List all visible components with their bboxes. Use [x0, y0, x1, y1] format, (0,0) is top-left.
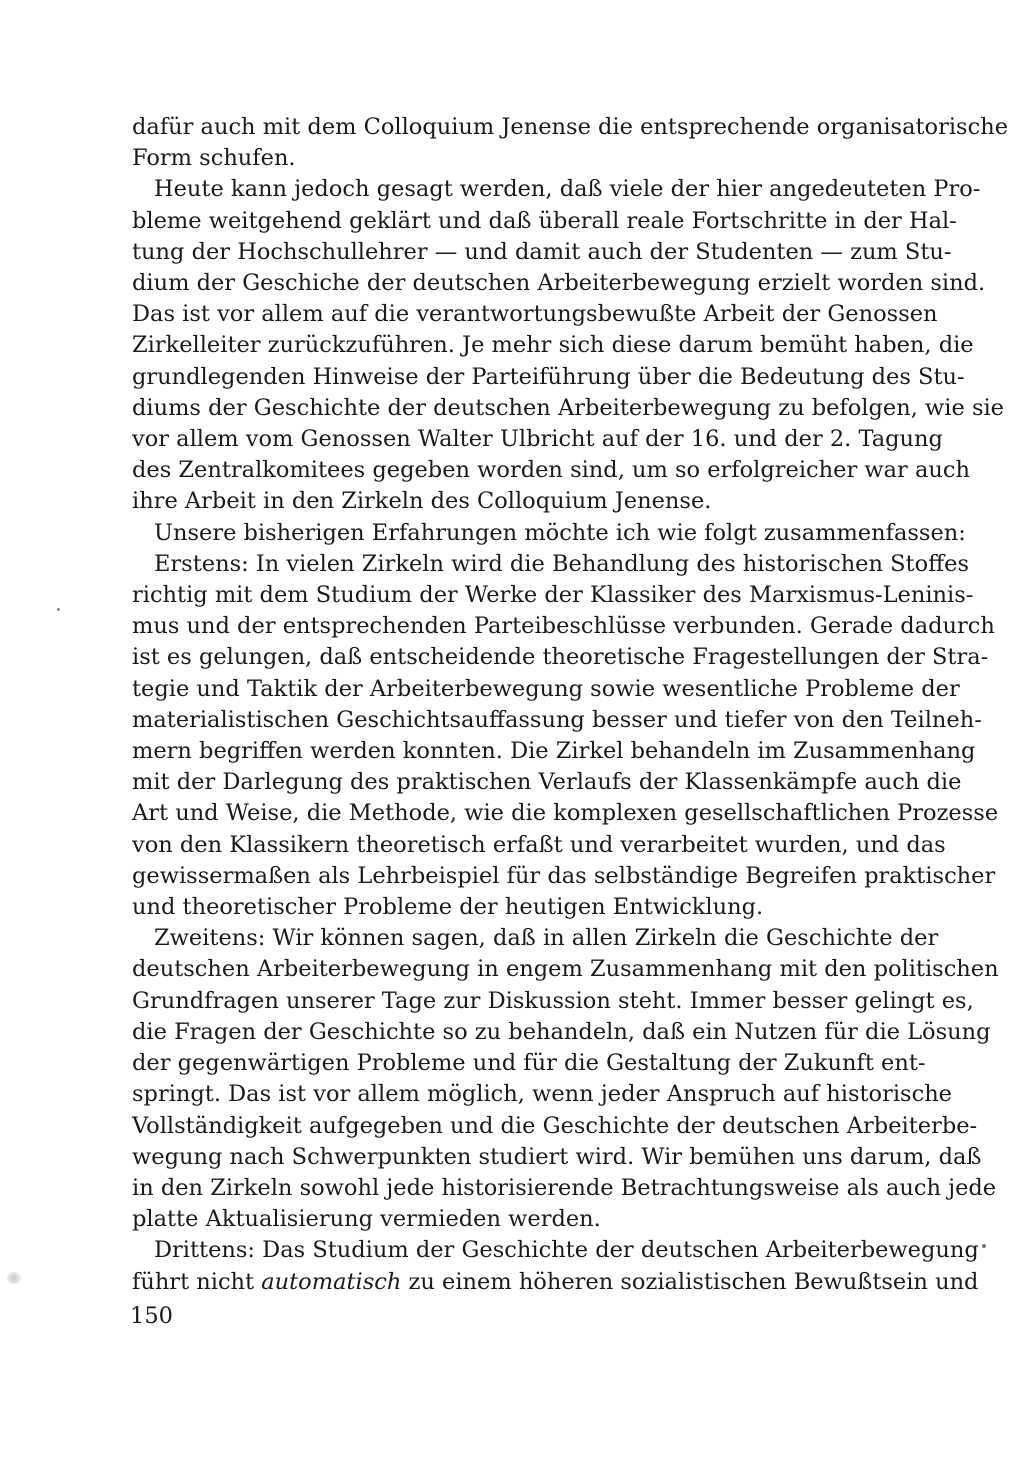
- text-line: Erstens: In vielen Zirkeln wird die Behandlung des historischen Stoffes: [154, 550, 969, 577]
- text-line: Unsere bisherigen Erfahrungen möchte ich wie folgt zusammenfassen:: [154, 519, 966, 546]
- text-line: mern begriffen werden konnten. Die Zirkel behandeln im Zusammenhang: [132, 738, 976, 765]
- body-text: [132, 112, 1009, 1298]
- text-line: tung der Hochschullehrer — und damit auch der Studenten — zum Stu-: [132, 238, 952, 265]
- paragraph-summary-intro: [132, 518, 966, 549]
- text-line: Drittens: Das Studium der Geschichte der deutschen Arbeiterbewegung: [154, 1237, 979, 1264]
- text-line: vor allem vom Genossen Walter Ulbricht auf der 16. und der 2. Tagung: [132, 426, 943, 453]
- text-line: mus und der entsprechenden Parteibeschlüsse verbunden. Gerade dadurch: [132, 613, 995, 640]
- text-line: wegung nach Schwerpunkten studiert wird. Wir bemühen uns darum, daß: [132, 1143, 982, 1170]
- text-line: der gegenwärtigen Probleme und für die Gestaltung der Zukunft ent-: [132, 1050, 926, 1077]
- text-line: Vollständigkeit aufgegeben und die Geschichte der deutschen Arbeiterbe-: [132, 1112, 978, 1139]
- text-line: grundlegenden Hinweise der Parteiführung über die Bedeutung des Stu-: [132, 363, 965, 390]
- paragraph-zweitens: [132, 923, 999, 1235]
- text-line: springt. Das ist vor allem möglich, wenn jeder Anspruch auf historische: [132, 1081, 952, 1108]
- page-number: 150: [130, 1303, 173, 1329]
- text-line: Zweitens: Wir können sagen, daß in allen Zirkeln die Geschichte der: [154, 925, 939, 952]
- text-line: gewissermaßen als Lehrbeispiel für das selbständige Begreifen praktischer: [132, 862, 996, 889]
- text-line: in den Zirkeln sowohl jede historisierende Betrachtungsweise als auch jede: [132, 1174, 997, 1201]
- scan-speck: [57, 608, 60, 611]
- text-line: Das ist vor allem auf die verantwortungsbewußte Arbeit der Genossen: [132, 301, 938, 328]
- text-line: dafür auch mit dem Colloquium Jenense die entsprechende organisatorische: [132, 114, 1009, 140]
- text-line: diums der Geschichte der deutschen Arbeiterbewegung zu befolgen, wie sie: [132, 394, 1004, 421]
- text-line: materialistischen Geschichtsauffassung besser und tiefer von den Teilneh-: [132, 706, 982, 733]
- text-segment: führt nicht: [132, 1268, 262, 1295]
- scan-speck: [982, 1244, 986, 1248]
- text-line: ist es gelungen, daß entscheidende theoretische Fragestellungen der Stra-: [132, 644, 989, 671]
- text-segment: zu einem höheren sozialistischen Bewußtsein und: [401, 1268, 979, 1295]
- text-line: Grundfragen unserer Tage zur Diskussion steht. Immer besser gelingt es,: [132, 987, 974, 1014]
- paragraph-heute: [132, 174, 1004, 517]
- text-line: deutschen Arbeiterbewegung in engem Zusammenhang mit den politischen: [132, 956, 999, 983]
- text-line-with-emphasis: [132, 1267, 979, 1298]
- text-line: Art und Weise, die Methode, wie die komplexen gesellschaftlichen Prozesse: [132, 800, 999, 827]
- text-line: von den Klassikern theoretisch erfaßt und verarbeitet wurden, und das: [132, 831, 946, 858]
- text-line: des Zentralkomitees gegeben worden sind, um so erfolgreicher war auch: [132, 457, 970, 484]
- text-line: die Fragen der Geschichte so zu behandeln, daß ein Nutzen für die Lösung: [132, 1018, 991, 1045]
- text-line: Zirkelleiter zurückzuführen. Je mehr sich diese darum bemüht haben, die: [132, 332, 974, 359]
- text-line: richtig mit dem Studium der Werke der Klassiker des Marxismus-Leninis-: [132, 582, 974, 609]
- emphasis-word: automatisch: [261, 1268, 402, 1295]
- text-line: dium der Geschiche der deutschen Arbeiterbewegung erzielt worden sind.: [132, 270, 986, 297]
- text-line: Form schufen.: [132, 145, 296, 172]
- paragraph-drittens: [132, 1235, 979, 1297]
- paragraph-continuation: [132, 112, 1009, 174]
- text-line: bleme weitgehend geklärt und daß überall reale Fortschritte in der Hal-: [132, 207, 957, 234]
- text-line: und theoretischer Probleme der heutigen Entwicklung.: [132, 894, 764, 921]
- text-line: Heute kann jedoch gesagt werden, daß viele der hier angedeuteten Pro-: [154, 176, 981, 203]
- text-line: tegie und Taktik der Arbeiterbewegung sowie wesentliche Probleme der: [132, 675, 960, 702]
- text-line: ihre Arbeit in den Zirkeln des Colloquium Jenense.: [132, 488, 712, 515]
- text-line: mit der Darlegung des praktischen Verlaufs der Klassenkämpfe auch die: [132, 769, 962, 796]
- text-line: platte Aktualisierung vermieden werden.: [132, 1206, 601, 1233]
- scan-smudge: [7, 1272, 21, 1284]
- paragraph-erstens: [132, 549, 999, 923]
